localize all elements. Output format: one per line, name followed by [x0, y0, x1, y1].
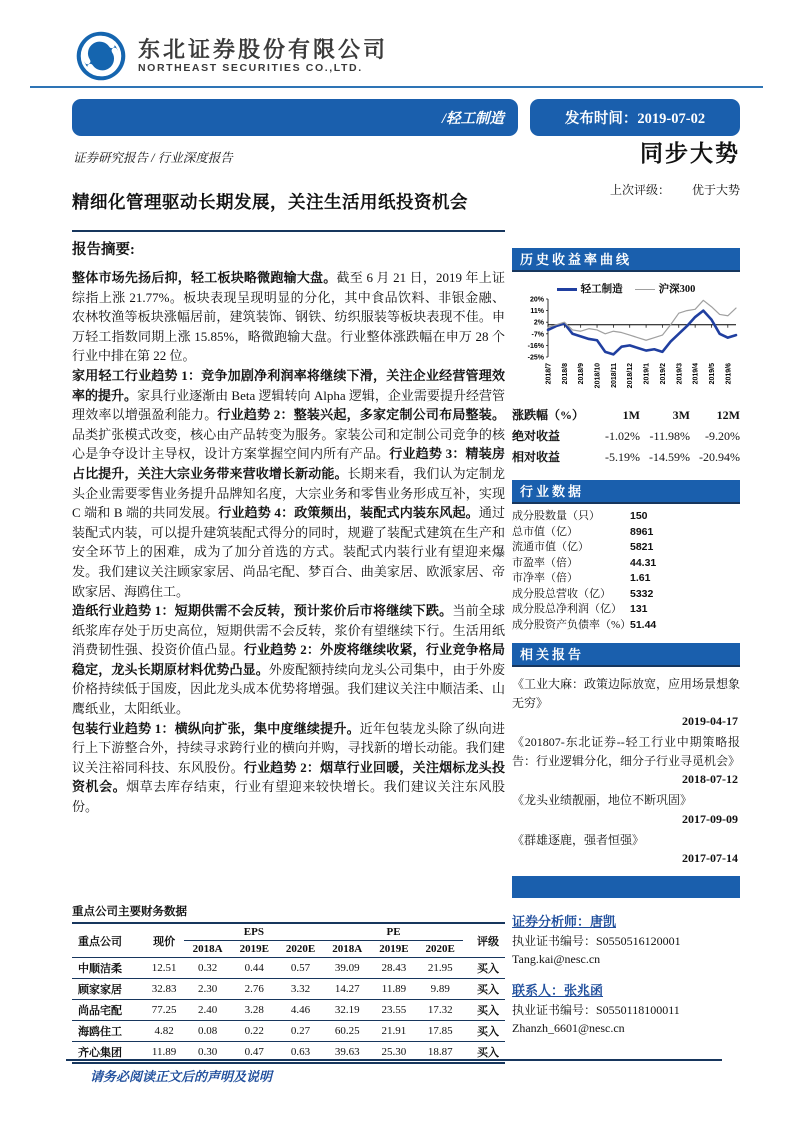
industry-data-row — [512, 525, 740, 541]
table-cell: 0.30 — [197, 1046, 218, 1058]
industry-data-value: 51.44 — [630, 618, 657, 631]
industry-data-row — [512, 556, 740, 572]
industry-data-list — [512, 504, 740, 635]
industry-data-label: 市净率（倍） — [512, 572, 578, 584]
returns-cell: -11.98% — [649, 429, 690, 443]
returns-cell: -20.94% — [699, 450, 740, 464]
analyst-cert-number: 执业证书编号：S0550516120001 — [512, 934, 681, 948]
analyst-name: 证券分析师：唐凯 — [512, 914, 617, 929]
table-cell: 25.30 — [381, 1046, 407, 1058]
returns-cell: 涨跌幅（%） — [512, 408, 585, 422]
table-cell: 0.47 — [244, 1046, 264, 1058]
svg-text:2019/6: 2019/6 — [725, 363, 733, 385]
returns-cell: -1.02% — [605, 429, 640, 443]
table-cell: 32.19 — [334, 1004, 360, 1016]
table-cell: 买入 — [477, 984, 499, 996]
svg-text:20%: 20% — [529, 296, 544, 304]
returns-cell: 3M — [672, 408, 690, 422]
returns-cell: -9.20% — [705, 429, 740, 443]
svg-text:2018/10: 2018/10 — [594, 363, 602, 389]
report-item — [512, 733, 740, 789]
industry-data-value: 131 — [630, 603, 648, 615]
table-cell: 2.30 — [197, 983, 218, 995]
returns-cell: 相对收益 — [512, 450, 561, 464]
key-table-body — [72, 958, 505, 1064]
logo-swirl-icon — [74, 29, 128, 83]
table-cell: 海鸥住工 — [78, 1026, 122, 1038]
svg-text:2018/7: 2018/7 — [545, 363, 553, 385]
returns-cell: -5.19% — [605, 450, 640, 464]
table-cell: 3.28 — [244, 1004, 264, 1016]
summary-paragraph: 造纸行业趋势 1：短期供需不会反转，预计浆价后市将继续下跌。当前全球纸浆库存处于历史高位，短期供需不会反转，浆价有望继续下行。生活用纸消费韧性强、投资价值凸显。行业趋势 2：外废将继续收紧，行业竞争格局稳定，龙头长期原材料优势凸显。外废配额持续向龙头公司集中，由于外废价格持续低于国废，因此龙头成本优势将增强。我们建议关注中顺洁柔、山鹰纸业，太阳纸业。 — [72, 603, 505, 717]
table-cell: 2.76 — [244, 983, 264, 995]
page-title: 精细化管理驱动长期发展，关注生活用纸投资机会 — [72, 192, 468, 212]
table-cell: 9.89 — [430, 983, 450, 995]
publish-date-band — [530, 99, 740, 136]
table-cell: 2.40 — [197, 1004, 218, 1016]
legend-item — [635, 281, 696, 296]
analyst-info — [512, 912, 740, 1037]
returns-cell: 绝对收益 — [512, 429, 561, 443]
report-title: 《201807-东北证券--轻工行业中期策略报告：行业逻辑分化，细分子行业寻觅机会》 — [512, 735, 741, 768]
key-companies-table-block — [72, 903, 505, 1064]
table-cell: 28.43 — [381, 962, 407, 974]
report-title: 《工业大麻：政策边际放宽，应用场景想象无穷》 — [512, 677, 741, 710]
table-row — [72, 958, 505, 979]
table-cell: 4.82 — [154, 1025, 174, 1037]
section-divider-bar — [512, 876, 740, 898]
year-header: 2020E — [285, 943, 316, 955]
table-cell: 39.09 — [334, 962, 360, 974]
previous-rating — [610, 181, 740, 198]
industry-data-label: 成分股资产负债率（%） — [512, 618, 632, 631]
table-cell: 0.32 — [197, 962, 218, 974]
table-cell: 买入 — [477, 963, 499, 975]
table-cell: 4.46 — [290, 1004, 311, 1016]
industry-data-header: 行业数据 — [512, 480, 740, 504]
legend-line-swatch — [557, 288, 577, 291]
table-cell: 3.32 — [290, 983, 311, 995]
industry-data-label: 市盈率（倍） — [512, 556, 578, 569]
svg-text:2%: 2% — [533, 319, 544, 327]
table-cell: 18.87 — [427, 1046, 453, 1058]
industry-data-row — [512, 618, 740, 634]
svg-text:2018/11: 2018/11 — [610, 363, 618, 388]
legend-label: 沪深300 — [658, 283, 696, 295]
svg-text:2019/5: 2019/5 — [708, 363, 716, 385]
header-divider — [30, 86, 763, 88]
table-cell: 17.32 — [427, 1004, 453, 1016]
table-cell: 0.63 — [290, 1046, 311, 1058]
table-row — [72, 1021, 505, 1042]
table-cell: 齐心集团 — [78, 1047, 122, 1059]
report-type: 证券研究报告 / 行业深度报告 — [73, 151, 233, 165]
report-title: 《群雄逐鹿，强者恒强》 — [512, 832, 645, 847]
table-cell: 顾家家居 — [78, 984, 122, 996]
table-cell: 17.85 — [427, 1025, 453, 1037]
industry-data-label: 流通市值（亿） — [512, 541, 589, 553]
table-cell: 买入 — [477, 1005, 499, 1017]
chart-legend — [512, 281, 740, 295]
year-header: 2019E — [379, 943, 409, 955]
analyst-name: 联系人：张兆函 — [512, 983, 604, 998]
summary-divider — [72, 230, 505, 232]
summary-paragraphs — [72, 268, 505, 817]
returns-table — [512, 405, 740, 468]
svg-text:2018/9: 2018/9 — [578, 363, 586, 385]
report-date: 2017-09-09 — [682, 811, 738, 826]
industry-data-label: 总市值（亿） — [512, 525, 578, 538]
industry-data-row — [512, 587, 740, 603]
returns-row — [512, 447, 740, 468]
footer-divider — [66, 1059, 722, 1061]
industry-data-row — [512, 540, 740, 556]
table-cell: 0.57 — [290, 962, 311, 974]
company-name-cn: 东北证券股份有限公司 — [138, 36, 389, 62]
report-item — [512, 791, 740, 829]
table-cell: 尚品宅配 — [78, 1005, 122, 1017]
previous-rating-value: 优于大势 — [691, 183, 740, 197]
column-group-pe: PE — [324, 923, 464, 941]
industry-data-row — [512, 602, 740, 618]
year-header: 2018A — [332, 943, 363, 955]
report-date: 2019-04-17 — [682, 714, 738, 728]
industry-data-row — [512, 571, 740, 587]
table-cell: 11.89 — [381, 983, 407, 995]
related-reports-list — [512, 675, 740, 868]
table-cell: 中顺洁柔 — [78, 963, 122, 975]
legend-item — [557, 281, 623, 296]
industry-data-value: 44.31 — [630, 556, 657, 569]
related-reports-header: 相关报告 — [512, 643, 740, 667]
company-name-en: NORTHEAST SECURITIES CO.,LTD. — [138, 62, 363, 75]
rating-label: 同步大势 — [640, 141, 740, 166]
industry-data-value: 8961 — [630, 525, 654, 538]
legend-line-swatch — [635, 289, 655, 290]
table-cell: 11.89 — [151, 1046, 177, 1058]
table-cell: 0.27 — [290, 1025, 311, 1037]
performance-chart — [512, 295, 740, 399]
report-date: 2017-07-14 — [682, 851, 738, 865]
svg-text:11%: 11% — [530, 308, 544, 316]
industry-tag: /轻工制造 — [441, 111, 504, 127]
table-cell: 0.08 — [197, 1025, 218, 1037]
returns-cell: -14.59% — [649, 450, 690, 464]
analyst-email: Zhanzh_6601@nesc.cn — [512, 1021, 625, 1035]
key-companies-table — [72, 922, 505, 1064]
table-cell: 23.55 — [381, 1004, 407, 1016]
year-header: 2018A — [192, 943, 223, 955]
returns-row — [512, 426, 740, 447]
report-summary — [72, 238, 505, 817]
sidebar — [512, 248, 740, 1050]
svg-text:2019/4: 2019/4 — [692, 363, 700, 385]
table-cell: 21.95 — [427, 962, 453, 974]
industry-data-value: 5332 — [630, 587, 654, 600]
svg-text:2019/1: 2019/1 — [643, 363, 651, 385]
previous-rating-label: 上次评级： — [609, 183, 670, 197]
table-cell: 77.25 — [151, 1004, 177, 1016]
svg-text:2018/8: 2018/8 — [561, 363, 569, 385]
summary-heading: 报告摘要: — [72, 242, 135, 258]
legend-label: 轻工制造 — [580, 283, 623, 295]
summary-paragraph: 整体市场先扬后抑，轻工板块略微跑输大盘。截至 6 月 21 日，2019 年上证综指上涨 21.77%。板块表现呈现明显的分化，其中食品饮料、非银金融、农林牧渔等板块涨幅居前，建筑装饰、钢铁、纺织服装等板块表现不佳。申万轻工指数同期上涨 15.85%，略微跑输大盘。行业整体涨跌幅在申万 28 个行业中排在第 22 位。 — [72, 270, 505, 364]
publish-date: 发布时间：2019-07-02 — [564, 111, 706, 127]
column-header-company: 重点公司 — [78, 935, 122, 948]
returns-cell: 12M — [716, 408, 740, 422]
table-caption: 重点公司主要财务数据 — [72, 906, 187, 918]
summary-paragraph: 家用轻工行业趋势 1：竞争加剧净利润率将继续下滑，关注企业经营管理效率的提升。家具行业逐渐由 Beta 逻辑转向 Alpha 逻辑，企业需要提升经营管理效率以增强盈利能力。行业趋势 2：整装兴起，多家定制公司布局整装。品类扩张模式改变，核心由产品转变为服务。家装公司和定制公司竞争的核心是争夺设计主导权，设计方案掌握空间内所有产品。行业趋势 3：精装房占比提升，关注大宗业务带来营收增长新动能。长期来看，我们认为定制龙头企业需要零售业务提升品牌知名度，大宗业务和零售业务形成互补，实现 C 端和 B 端的共同发展。行业趋势 4：政策频出，装配式内装东风起。通过装配式内装，可以提升建筑装配式得分的同时，规避了装配式建筑在生产和安全环节上的困难，成为了加分首选的方式。装配式内装行业有望迎来爆发。我们建议关注顾家家居、尚品宅配、梦百合、曲美家居、欧派家居、帝欧家居、海鸥住工。 — [72, 367, 505, 599]
column-header-rating: 评级 — [477, 935, 499, 948]
report-item — [512, 831, 740, 869]
returns-cell: 1M — [622, 408, 640, 422]
analyst-cert-number: 执业证书编号：S0550118100011 — [512, 1003, 680, 1017]
table-cell: 12.51 — [151, 962, 177, 974]
analyst-block — [512, 981, 740, 1037]
column-header-price: 现价 — [153, 935, 176, 948]
industry-data-row — [512, 509, 740, 525]
table-row — [72, 1000, 505, 1021]
report-date: 2018-07-12 — [682, 772, 738, 786]
footer-disclaimer: 请务必阅读正文后的声明及说明 — [90, 1069, 273, 1084]
column-group-eps: EPS — [184, 923, 324, 941]
industry-data-value: 1.61 — [630, 572, 651, 584]
year-header: 2020E — [425, 943, 455, 955]
table-cell: 买入 — [477, 1047, 499, 1059]
table-cell: 60.25 — [334, 1025, 360, 1037]
report-title: 《龙头业绩靓丽，地位不断巩固》 — [512, 793, 693, 807]
svg-text:-16%: -16% — [527, 342, 544, 350]
svg-text:2019/2: 2019/2 — [659, 363, 667, 385]
table-cell: 买入 — [477, 1026, 499, 1038]
summary-paragraph: 包装行业趋势 1：横纵向扩张，集中度继续提升。近年包装龙头除了纵向进行上下游整合外，持续寻求跨行业的横向并购，寻找新的增长动能。我们建议关注裕同科技、东风股份。行业趋势 2：烟草行业回暖，关注烟标龙头投资机会。烟草去库存结束，行业有望迎来较快增长。我们建议关注东风股份。 — [72, 720, 505, 815]
table-cell: 0.44 — [244, 962, 264, 974]
chart-section-header: 历史收益率曲线 — [512, 248, 740, 272]
industry-data-label: 成分股总营收（亿） — [512, 587, 611, 600]
analyst-email: Tang.kai@nesc.cn — [512, 952, 601, 966]
industry-data-label: 成分股总净利润（亿） — [512, 603, 622, 615]
svg-text:2018/12: 2018/12 — [627, 363, 635, 389]
svg-text:-7%: -7% — [531, 331, 544, 339]
table-cell: 0.22 — [244, 1025, 264, 1037]
table-cell: 39.63 — [334, 1046, 360, 1058]
company-logo — [74, 29, 388, 83]
svg-text:2019/3: 2019/3 — [676, 363, 684, 385]
table-cell: 21.91 — [381, 1025, 407, 1037]
returns-header-row — [512, 405, 740, 426]
industry-tag-band — [72, 99, 518, 136]
report-item — [512, 675, 740, 731]
table-cell: 14.27 — [334, 983, 360, 995]
table-row — [72, 979, 505, 1000]
industry-data-value: 150 — [630, 510, 648, 522]
analyst-block — [512, 912, 740, 968]
industry-data-label: 成分股数量（只） — [512, 510, 600, 522]
table-cell: 32.83 — [151, 983, 177, 995]
year-header: 2019E — [239, 943, 269, 955]
industry-data-value: 5821 — [630, 541, 654, 553]
svg-text:-25%: -25% — [527, 354, 544, 362]
